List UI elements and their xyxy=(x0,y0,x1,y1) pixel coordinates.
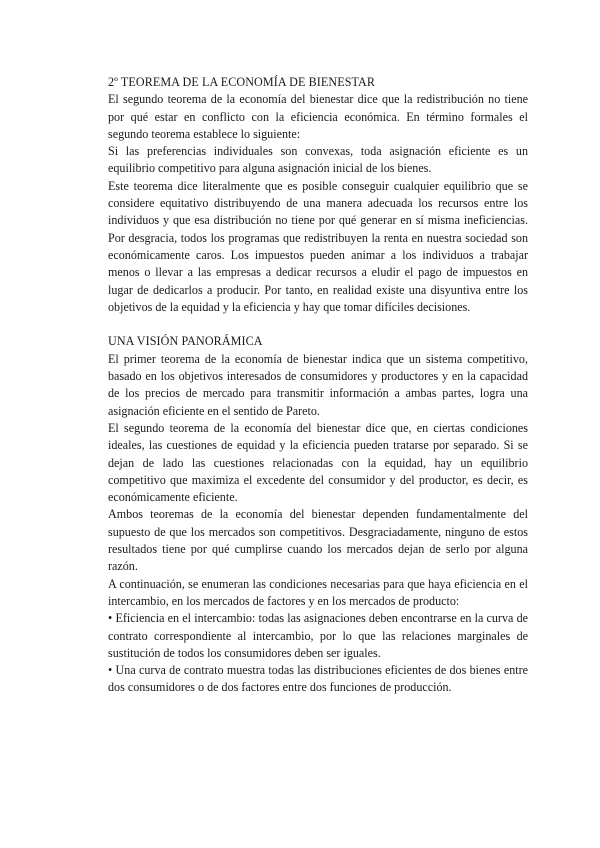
paragraph: Ambos teoremas de la economía del bienestar dependen fundamentalmente del supuesto de que los mercados son competitivos. Desgraciadamente, ninguno de estos resultados tiene por qué cumplirse cuando los mercados dejan de serlo por alguna razón. xyxy=(108,507,528,574)
paragraph: A continuación, se enumeran las condiciones necesarias para que haya eficiencia en el intercambio, en los mercados de factores y en los mercados de producto: xyxy=(108,576,528,608)
document-body xyxy=(108,74,528,697)
bullet-item: • Una curva de contrato muestra todas las distribuciones eficientes de dos bienes entre dos consumidores o de dos factores entre dos funciones de producción. xyxy=(108,663,528,695)
paragraph: Este teorema dice literalmente que es posible conseguir cualquier equilibrio que se considere equitativo distribuyendo de una manera adecuada los recursos entre los individuos y que esa distribución no tiene por qué generar en sí misma ineficiencias. Por desgracia, todos los programas que redistribuyen la renta en nuestra sociedad son económicamente caros. Los impuestos pueden animar a los individuos a trabajar menos o llevar a las empresas a dedicar recursos a eludir el pago de impuestos en lugar de dedicarlos a producir. Por tanto, en realidad existe una disyuntiva entre los objetivos de la equidad y la eficiencia y hay que tomar difíciles decisiones. xyxy=(108,178,528,314)
paragraph: Si las preferencias individuales son convexas, toda asignación eficiente es un equilibrio competitivo para alguna asignación inicial de los bienes. xyxy=(108,144,528,176)
paragraph: El primer teorema de la economía de bienestar indica que un sistema competitivo, basado en los objetivos interesados de consumidores y productores y en la capacidad de los precios de mercado para transmitir información a ambas partes, logra una asignación eficiente en el sentido de Pareto. xyxy=(108,351,528,418)
section-heading-overview: UNA VISIÓN PANORÁMICA xyxy=(108,334,263,349)
bullet-item: • Eficiencia en el intercambio: todas las asignaciones deben encontrarse en la curva de contrato correspondiente al intercambio, por lo que las relaciones marginales de sustitución de todos los consumidores deben ser iguales. xyxy=(108,611,528,660)
paragraph: El segundo teorema de la economía del bienestar dice que la redistribución no tiene por qué estar en conflicto con la eficiencia económica. En término formales el segundo teorema establece lo siguiente: xyxy=(108,92,528,141)
paragraph: El segundo teorema de la economía del bienestar dice que, en ciertas condiciones ideales, las cuestiones de equidad y la eficiencia pueden tratarse por separado. Si se dejan de lado las cuestiones relacionadas con la equidad, hay un equilibrio competitivo que maximiza el excedente del consumidor y del productor, es decir, es económicamente eficiente. xyxy=(108,420,528,505)
section-heading-second-theorem: 2º TEOREMA DE LA ECONOMÍA DE BIENESTAR xyxy=(108,75,376,89)
